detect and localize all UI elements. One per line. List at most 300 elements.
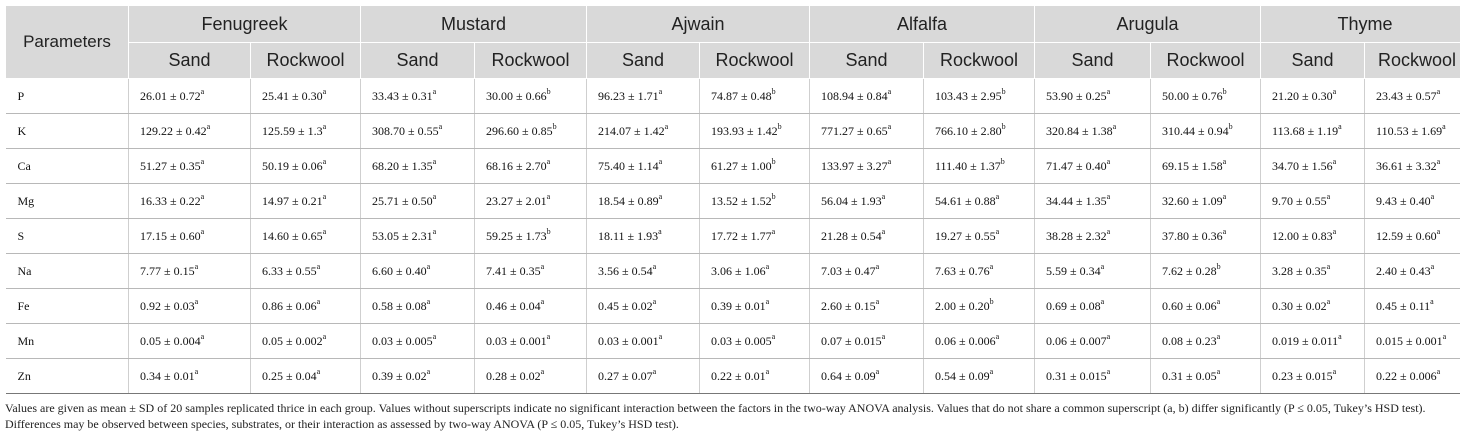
value-cell — [1365, 219, 1460, 254]
value-text: 34.70 ± 1.56 — [1272, 158, 1333, 173]
value-cell — [251, 219, 361, 254]
value-text: 0.06 ± 0.006 — [935, 333, 996, 348]
value-text: 53.90 ± 0.25 — [1046, 88, 1107, 103]
value-cell — [1365, 114, 1460, 149]
value-text: 96.23 ± 1.71 — [598, 88, 659, 103]
value-cell — [700, 359, 810, 394]
value-text: 110.53 ± 1.69 — [1376, 123, 1443, 138]
value-cell — [251, 79, 361, 114]
value-text: 9.70 ± 0.55 — [1272, 193, 1327, 208]
parameter-cell: Mg — [6, 184, 129, 219]
value-text: 0.03 ± 0.005 — [711, 333, 772, 348]
significance-superscript: a — [540, 261, 545, 271]
value-cell — [810, 254, 924, 289]
significance-superscript: b — [989, 296, 994, 306]
parameter-cell: S — [6, 219, 129, 254]
significance-superscript: a — [765, 261, 770, 271]
value-text: 0.86 ± 0.06 — [262, 298, 317, 313]
value-text: 23.27 ± 2.01 — [486, 193, 547, 208]
value-cell — [361, 149, 475, 184]
table-row — [6, 359, 1460, 394]
value-cell — [1151, 219, 1261, 254]
value-cell — [251, 184, 361, 219]
value-cell — [1261, 149, 1365, 184]
value-text: 14.60 ± 0.65 — [262, 228, 323, 243]
value-cell — [810, 184, 924, 219]
significance-superscript: b — [771, 191, 776, 201]
value-text: 12.59 ± 0.60 — [1376, 228, 1437, 243]
substrate-header-sand: Sand — [1261, 43, 1365, 79]
value-cell — [1035, 254, 1151, 289]
value-text: 36.61 ± 3.32 — [1376, 158, 1437, 173]
value-text: 0.05 ± 0.002 — [262, 333, 323, 348]
significance-superscript: a — [322, 331, 327, 341]
significance-superscript: a — [658, 156, 663, 166]
value-text: 17.72 ± 1.77 — [711, 228, 772, 243]
value-cell — [810, 149, 924, 184]
value-cell — [361, 289, 475, 324]
value-text: 0.39 ± 0.01 — [711, 298, 766, 313]
value-text: 21.28 ± 0.54 — [821, 228, 882, 243]
value-cell — [129, 114, 251, 149]
value-text: 5.59 ± 0.34 — [1046, 263, 1101, 278]
significance-superscript: b — [1001, 121, 1006, 131]
value-text: 0.25 ± 0.04 — [262, 368, 317, 383]
substrate-header-sand: Sand — [1035, 43, 1151, 79]
significance-superscript: a — [1326, 296, 1331, 306]
significance-superscript: a — [887, 86, 892, 96]
value-text: 0.019 ± 0.011 — [1272, 333, 1339, 348]
value-cell — [1261, 184, 1365, 219]
value-cell — [475, 219, 587, 254]
value-text: 0.60 ± 0.06 — [1162, 298, 1217, 313]
value-cell — [1261, 219, 1365, 254]
value-cell — [129, 184, 251, 219]
value-text: 0.92 ± 0.03 — [140, 298, 195, 313]
parameter-cell: Na — [6, 254, 129, 289]
value-cell — [924, 359, 1035, 394]
value-text: 7.63 ± 0.76 — [935, 263, 990, 278]
substrate-header-row — [6, 43, 1460, 79]
significance-superscript: b — [1222, 86, 1227, 96]
value-cell — [1365, 289, 1460, 324]
value-cell — [475, 324, 587, 359]
value-cell — [1035, 184, 1151, 219]
significance-superscript: a — [322, 86, 327, 96]
significance-superscript: a — [1326, 191, 1331, 201]
value-text: 0.28 ± 0.02 — [486, 368, 541, 383]
value-cell — [361, 254, 475, 289]
value-cell — [361, 324, 475, 359]
significance-superscript: b — [546, 86, 551, 96]
value-cell — [1151, 184, 1261, 219]
table-row — [6, 184, 1460, 219]
parameter-cell: P — [6, 79, 129, 114]
significance-superscript: b — [1216, 261, 1221, 271]
substrate-header-rockwool: Rockwool — [924, 43, 1035, 79]
value-cell — [700, 184, 810, 219]
value-cell — [129, 289, 251, 324]
significance-superscript: b — [771, 156, 776, 166]
value-cell — [1151, 359, 1261, 394]
significance-superscript: a — [887, 121, 892, 131]
value-cell — [1151, 79, 1261, 114]
significance-superscript: a — [1326, 261, 1331, 271]
value-cell — [810, 114, 924, 149]
value-text: 766.10 ± 2.80 — [935, 123, 1002, 138]
significance-superscript: a — [652, 261, 657, 271]
parameter-cell: Fe — [6, 289, 129, 324]
significance-superscript: a — [194, 366, 199, 376]
value-text: 56.04 ± 1.93 — [821, 193, 882, 208]
substrate-header-rockwool: Rockwool — [1365, 43, 1460, 79]
table-row — [6, 79, 1460, 114]
value-text: 68.16 ± 2.70 — [486, 158, 547, 173]
value-cell — [475, 254, 587, 289]
value-text: 214.07 ± 1.42 — [598, 123, 665, 138]
value-cell — [587, 324, 700, 359]
value-cell — [361, 359, 475, 394]
value-cell — [924, 324, 1035, 359]
value-cell — [587, 114, 700, 149]
parameters-header: Parameters — [6, 6, 129, 79]
significance-superscript: a — [658, 331, 663, 341]
value-text: 16.33 ± 0.22 — [140, 193, 201, 208]
parameter-cell: Ca — [6, 149, 129, 184]
value-cell — [1365, 359, 1460, 394]
table-container — [5, 5, 1455, 432]
value-text: 0.34 ± 0.01 — [140, 368, 195, 383]
value-cell — [129, 79, 251, 114]
significance-superscript: a — [200, 226, 205, 236]
value-text: 108.94 ± 0.84 — [821, 88, 888, 103]
significance-superscript: a — [875, 261, 880, 271]
significance-superscript: a — [1216, 366, 1221, 376]
significance-superscript: b — [771, 86, 776, 96]
substrate-header-sand: Sand — [587, 43, 700, 79]
value-cell — [924, 289, 1035, 324]
significance-superscript: a — [322, 156, 327, 166]
value-cell — [924, 114, 1035, 149]
value-cell — [700, 79, 810, 114]
value-text: 0.22 ± 0.006 — [1376, 368, 1437, 383]
value-text: 0.31 ± 0.015 — [1046, 368, 1107, 383]
table-body — [6, 79, 1460, 394]
value-text: 33.43 ± 0.31 — [372, 88, 433, 103]
significance-superscript: a — [875, 366, 880, 376]
table-footnote: Values are given as mean ± SD of 20 samples replicated thrice in each group. Values without superscripts indicate no significant interaction between the factors in the two-way ANOVA analysis. Values that do not share a common superscript (a, b) differ significantly (P ≤ 0.05, Tukey’s HSD test). Differences may be observed between species, substrates, or their interaction as assessed by two-way ANOVA (P ≤ 0.05, Tukey’s HSD test). — [5, 401, 1426, 431]
species-header-thyme: Thyme — [1261, 6, 1460, 43]
value-cell — [810, 79, 924, 114]
value-cell — [924, 219, 1035, 254]
significance-superscript: b — [1000, 156, 1005, 166]
value-cell — [129, 254, 251, 289]
value-cell — [251, 289, 361, 324]
significance-superscript: b — [546, 226, 551, 236]
value-cell — [587, 359, 700, 394]
value-cell — [1261, 289, 1365, 324]
significance-superscript: b — [1228, 121, 1233, 131]
significance-superscript: a — [1222, 191, 1227, 201]
value-cell — [1261, 359, 1365, 394]
significance-superscript: a — [1106, 156, 1111, 166]
significance-superscript: a — [1442, 121, 1446, 131]
value-cell — [1035, 289, 1151, 324]
value-cell — [1035, 219, 1151, 254]
value-cell — [700, 289, 810, 324]
significance-superscript: a — [1100, 261, 1105, 271]
substrate-header-sand: Sand — [129, 43, 251, 79]
significance-superscript: a — [1338, 331, 1342, 341]
significance-superscript: a — [1332, 226, 1337, 236]
significance-superscript: a — [881, 191, 886, 201]
significance-superscript: a — [200, 331, 205, 341]
value-cell — [700, 114, 810, 149]
parameter-cell: Mn — [6, 324, 129, 359]
substrate-header-rockwool: Rockwool — [251, 43, 361, 79]
value-text: 34.44 ± 1.35 — [1046, 193, 1107, 208]
significance-superscript: a — [1222, 156, 1227, 166]
significance-superscript: a — [316, 366, 321, 376]
value-text: 320.84 ± 1.38 — [1046, 123, 1113, 138]
value-cell — [1151, 289, 1261, 324]
substrate-header-sand: Sand — [361, 43, 475, 79]
value-cell — [1261, 79, 1365, 114]
value-text: 53.05 ± 2.31 — [372, 228, 433, 243]
significance-superscript: a — [1430, 191, 1435, 201]
value-text: 113.68 ± 1.19 — [1272, 123, 1339, 138]
value-cell — [251, 149, 361, 184]
value-text: 193.93 ± 1.42 — [711, 123, 778, 138]
significance-superscript: a — [432, 156, 437, 166]
significance-superscript: a — [771, 331, 776, 341]
value-text: 23.43 ± 0.57 — [1376, 88, 1437, 103]
value-cell — [475, 79, 587, 114]
value-cell — [475, 149, 587, 184]
significance-superscript: b — [777, 121, 782, 131]
value-text: 2.60 ± 0.15 — [821, 298, 876, 313]
value-cell — [587, 79, 700, 114]
value-text: 37.80 ± 0.36 — [1162, 228, 1223, 243]
value-text: 30.00 ± 0.66 — [486, 88, 547, 103]
significance-superscript: a — [887, 156, 892, 166]
value-text: 129.22 ± 0.42 — [140, 123, 207, 138]
value-text: 0.06 ± 0.007 — [1046, 333, 1107, 348]
significance-superscript: a — [322, 226, 327, 236]
value-cell — [1035, 359, 1151, 394]
value-cell — [129, 149, 251, 184]
value-cell — [361, 79, 475, 114]
value-text: 7.03 ± 0.47 — [821, 263, 876, 278]
value-cell — [700, 324, 810, 359]
value-cell — [1035, 114, 1151, 149]
significance-superscript: a — [426, 296, 431, 306]
value-text: 68.20 ± 1.35 — [372, 158, 433, 173]
value-text: 17.15 ± 0.60 — [140, 228, 201, 243]
value-cell — [924, 149, 1035, 184]
value-text: 310.44 ± 0.94 — [1162, 123, 1229, 138]
significance-superscript: a — [432, 86, 437, 96]
value-text: 0.54 ± 0.09 — [935, 368, 990, 383]
significance-superscript: a — [1222, 226, 1227, 236]
significance-superscript: a — [652, 296, 657, 306]
value-cell — [1365, 184, 1460, 219]
value-cell — [251, 359, 361, 394]
value-text: 0.58 ± 0.08 — [372, 298, 427, 313]
value-cell — [587, 289, 700, 324]
significance-superscript: a — [652, 366, 657, 376]
value-text: 0.08 ± 0.23 — [1162, 333, 1217, 348]
value-cell — [700, 219, 810, 254]
significance-superscript: a — [995, 191, 1000, 201]
significance-superscript: a — [1100, 296, 1105, 306]
value-text: 50.19 ± 0.06 — [262, 158, 323, 173]
value-cell — [475, 359, 587, 394]
value-cell — [1151, 149, 1261, 184]
value-text: 7.62 ± 0.28 — [1162, 263, 1217, 278]
value-text: 111.40 ± 1.37 — [935, 158, 1001, 173]
value-text: 771.27 ± 0.65 — [821, 123, 888, 138]
value-cell — [924, 184, 1035, 219]
value-text: 308.70 ± 0.55 — [372, 123, 439, 138]
value-text: 0.30 ± 0.02 — [1272, 298, 1327, 313]
table-row — [6, 114, 1460, 149]
species-header-ajwain: Ajwain — [587, 6, 810, 43]
significance-superscript: a — [664, 121, 669, 131]
value-text: 103.43 ± 2.95 — [935, 88, 1002, 103]
value-text: 7.77 ± 0.15 — [140, 263, 195, 278]
significance-superscript: a — [1436, 86, 1441, 96]
table-row — [6, 289, 1460, 324]
value-cell — [361, 114, 475, 149]
value-text: 0.23 ± 0.015 — [1272, 368, 1333, 383]
value-cell — [1261, 254, 1365, 289]
value-text: 26.01 ± 0.72 — [140, 88, 201, 103]
value-text: 61.27 ± 1.00 — [711, 158, 772, 173]
significance-superscript: b — [552, 121, 557, 131]
significance-superscript: a — [658, 86, 663, 96]
substrate-header-rockwool: Rockwool — [475, 43, 587, 79]
significance-superscript: a — [881, 226, 886, 236]
significance-superscript: a — [765, 366, 770, 376]
significance-superscript: a — [989, 366, 994, 376]
table-row — [6, 149, 1460, 184]
species-header-row — [6, 6, 1460, 43]
significance-superscript: a — [426, 366, 431, 376]
value-cell — [1151, 324, 1261, 359]
value-text: 0.03 ± 0.001 — [598, 333, 659, 348]
significance-superscript: a — [1436, 226, 1441, 236]
nutrient-table — [5, 5, 1460, 394]
significance-superscript: a — [200, 86, 205, 96]
value-cell — [361, 184, 475, 219]
value-text: 133.97 ± 3.27 — [821, 158, 888, 173]
significance-superscript: a — [322, 191, 327, 201]
significance-superscript: a — [989, 261, 994, 271]
value-text: 125.59 ± 1.3 — [262, 123, 323, 138]
significance-superscript: a — [765, 296, 770, 306]
parameter-cell: Zn — [6, 359, 129, 394]
significance-superscript: a — [546, 156, 551, 166]
value-text: 14.97 ± 0.21 — [262, 193, 323, 208]
significance-superscript: a — [1112, 121, 1117, 131]
significance-superscript: a — [1436, 156, 1441, 166]
significance-superscript: a — [1332, 86, 1337, 96]
value-text: 25.41 ± 0.30 — [262, 88, 323, 103]
value-cell — [1035, 79, 1151, 114]
value-cell — [810, 324, 924, 359]
substrate-header-rockwool: Rockwool — [1151, 43, 1261, 79]
significance-superscript: b — [1001, 86, 1006, 96]
value-text: 0.22 ± 0.01 — [711, 368, 766, 383]
value-cell — [587, 149, 700, 184]
value-cell — [1365, 79, 1460, 114]
value-cell — [1261, 324, 1365, 359]
significance-superscript: a — [540, 366, 545, 376]
value-text: 0.39 ± 0.02 — [372, 368, 427, 383]
value-cell — [1151, 254, 1261, 289]
value-cell — [587, 184, 700, 219]
value-text: 2.00 ± 0.20 — [935, 298, 990, 313]
significance-superscript: a — [206, 121, 211, 131]
value-text: 69.15 ± 1.58 — [1162, 158, 1223, 173]
value-text: 0.69 ± 0.08 — [1046, 298, 1101, 313]
value-text: 0.05 ± 0.004 — [140, 333, 201, 348]
value-text: 21.20 ± 0.30 — [1272, 88, 1333, 103]
significance-superscript: a — [1332, 156, 1337, 166]
value-cell — [810, 289, 924, 324]
value-text: 75.40 ± 1.14 — [598, 158, 659, 173]
significance-superscript: a — [194, 296, 199, 306]
value-cell — [361, 219, 475, 254]
value-cell — [587, 254, 700, 289]
table-row — [6, 219, 1460, 254]
significance-superscript: a — [658, 191, 663, 201]
significance-superscript: a — [1106, 191, 1111, 201]
significance-superscript: a — [316, 296, 321, 306]
significance-superscript: a — [1106, 86, 1111, 96]
value-cell — [1365, 149, 1460, 184]
value-cell — [475, 289, 587, 324]
value-text: 0.015 ± 0.001 — [1376, 333, 1443, 348]
value-text: 0.03 ± 0.001 — [486, 333, 547, 348]
significance-superscript: a — [658, 226, 662, 236]
significance-superscript: a — [1430, 261, 1435, 271]
value-cell — [700, 149, 810, 184]
value-text: 54.61 ± 0.88 — [935, 193, 996, 208]
value-cell — [1035, 149, 1151, 184]
significance-superscript: a — [1442, 331, 1447, 341]
value-text: 3.56 ± 0.54 — [598, 263, 653, 278]
value-cell — [251, 114, 361, 149]
value-text: 18.54 ± 0.89 — [598, 193, 659, 208]
table-row — [6, 254, 1460, 289]
value-cell — [129, 324, 251, 359]
significance-superscript: a — [1216, 331, 1221, 341]
significance-superscript: a — [540, 296, 545, 306]
significance-superscript: a — [316, 261, 321, 271]
value-cell — [129, 219, 251, 254]
significance-superscript: a — [438, 121, 443, 131]
significance-superscript: a — [200, 191, 205, 201]
value-text: 71.47 ± 0.40 — [1046, 158, 1107, 173]
value-cell — [810, 219, 924, 254]
significance-superscript: a — [194, 261, 199, 271]
significance-superscript: a — [1106, 366, 1111, 376]
value-text: 0.03 ± 0.005 — [372, 333, 433, 348]
significance-superscript: a — [426, 261, 431, 271]
species-header-mustard: Mustard — [361, 6, 587, 43]
